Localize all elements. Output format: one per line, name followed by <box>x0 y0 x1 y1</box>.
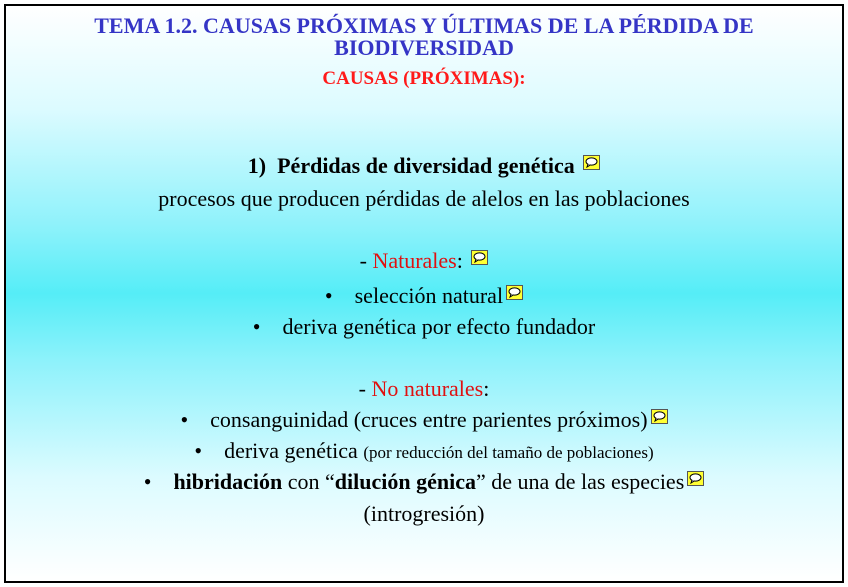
list-item <box>6 283 842 309</box>
dilucion-genica-term: dilución génica <box>334 469 476 494</box>
comment-note-icon[interactable] <box>651 409 668 424</box>
naturales-heading <box>6 248 842 274</box>
naturales-suffix: : <box>456 248 463 273</box>
comment-note-icon[interactable] <box>471 250 488 265</box>
comment-note-icon[interactable] <box>687 471 704 486</box>
no-naturales-label: No naturales <box>371 376 484 401</box>
list-item <box>6 438 842 466</box>
comment-note-icon[interactable] <box>583 155 600 170</box>
list-item-text: consanguinidad (cruces entre parientes próximos) <box>210 407 648 432</box>
list-item-text: selección natural <box>354 283 504 308</box>
bullet: • <box>143 469 152 494</box>
list-item <box>6 469 842 495</box>
naturales-prefix: - <box>359 248 373 273</box>
list-item-note: (por reducción del tamaño de poblaciones) <box>363 443 654 462</box>
bullet: • <box>324 283 333 308</box>
bullet: • <box>180 407 189 432</box>
comment-note-icon[interactable] <box>506 285 523 300</box>
list-item-text: deriva genética por efecto fundador <box>282 314 596 339</box>
section-heading-text: Pérdidas de diversidad genética <box>277 153 575 178</box>
hibridacion-term: hibridación <box>173 469 283 494</box>
section-number: 1) <box>247 153 267 178</box>
list-item-text: ” de una de las especies <box>475 469 685 494</box>
list-item <box>6 407 842 433</box>
bullet: • <box>252 314 261 339</box>
list-item-text: con “ <box>282 469 335 494</box>
subtitle: CAUSAS (PRÓXIMAS): <box>322 68 526 89</box>
no-naturales-heading <box>6 376 842 402</box>
page-title-line-1: TEMA 1.2. CAUSAS PRÓXIMAS Y ÚLTIMAS DE LA PÉRDIDA DE <box>94 13 754 38</box>
bullet: • <box>194 438 203 463</box>
no-naturales-suffix: : <box>483 376 490 401</box>
section-description: procesos que producen pérdidas de alelos en las poblaciones <box>158 186 690 211</box>
list-item-continuation: (introgresión) <box>363 501 485 526</box>
slide <box>4 4 844 583</box>
list-item-text: deriva genética <box>224 438 364 463</box>
list-item <box>6 314 842 340</box>
section-heading <box>6 153 842 179</box>
page-title-line-2: BIODIVERSIDAD <box>334 35 514 60</box>
no-naturales-prefix: - <box>358 376 372 401</box>
naturales-label: Naturales <box>372 248 457 273</box>
